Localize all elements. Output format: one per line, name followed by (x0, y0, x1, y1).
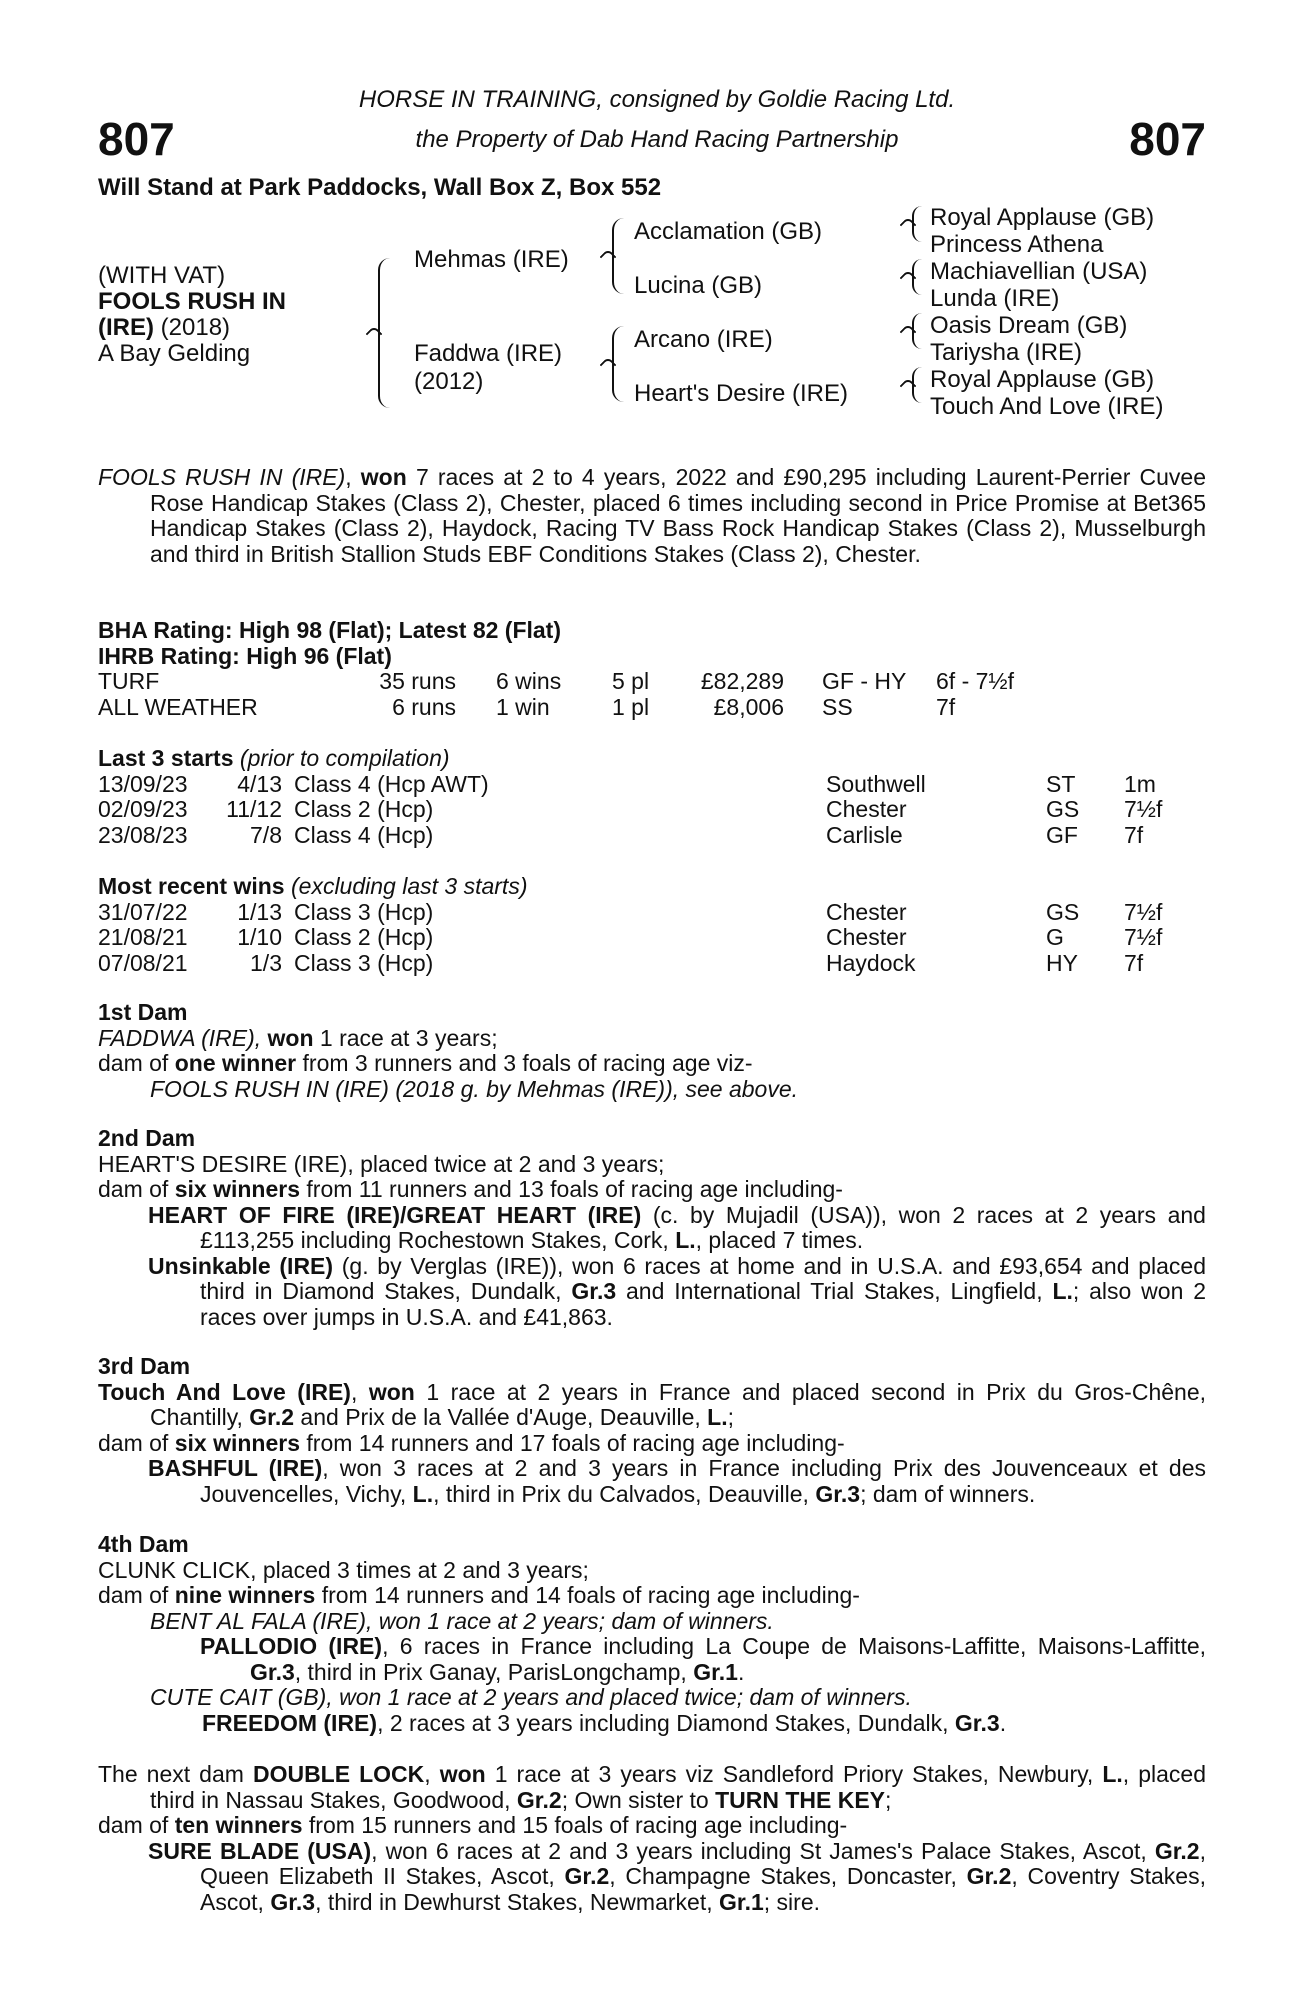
bha-rating: BHA Rating: High 98 (Flat); Latest 82 (Flat) (98, 617, 561, 643)
next-dam-progeny-text3: , Champagne Stakes, Doncaster, (609, 1863, 967, 1889)
dam2-name-line: HEART'S DESIRE (IRE), placed twice at 2 and 3 years; (98, 1150, 665, 1177)
race-class: Class 4 (Hcp) (294, 821, 434, 848)
race-course: Chester (826, 898, 907, 925)
stats-pl: 5 pl (612, 668, 650, 694)
lot-number-right: 807 (1129, 113, 1206, 165)
race-distance: 7½f (1124, 898, 1163, 925)
race-distance: 7½f (1124, 924, 1163, 950)
stats-money: £82,289 (700, 668, 784, 694)
dam1-winners: one winner (174, 1050, 297, 1076)
summary-text: 7 races at 2 to 4 years, 2022 and £90,295 including Laurent-Perrier Cuvee Rose Handicap Stakes (Class 2), Chester, placed 6 times including second in Price Promise at Bet365 Handicap Stakes (Class 2), Haydock, Racing TV Bass Rock Handicap Stakes (Class 2), Musselburgh and third in British Stallion Studs EBF Conditions Stakes (Class 2), Chester. (150, 464, 1207, 567)
stats-wins: 1 win (496, 693, 550, 720)
race-going: ST (1046, 770, 1076, 797)
race-class: Class 3 (Hcp) (294, 949, 434, 976)
horse-year: (2018) (154, 314, 231, 341)
dam4-dam-of: dam of (98, 1582, 175, 1608)
vat-note: (WITH VAT) (98, 262, 226, 289)
dam4-runners: from 14 runners and 14 foals of racing age including- (315, 1582, 860, 1608)
dam1-dam-of: dam of (98, 1050, 175, 1076)
dam3-name: Touch And Love (IRE) (98, 1378, 351, 1405)
race-position: 7/8 (250, 821, 282, 848)
third-dam (98, 1354, 1206, 1507)
table-row (98, 823, 1162, 849)
next-dam-progeny-text6: ; sire. (763, 1888, 820, 1915)
listed-badge: L. (412, 1480, 434, 1507)
pedigree-sds: Machiavellian (USA) (930, 258, 1148, 285)
race-date: 02/09/23 (98, 796, 188, 822)
race-date: 21/08/21 (98, 924, 188, 950)
pedigree-dds: Royal Applause (GB) (930, 366, 1155, 393)
race-position: 1/13 (237, 898, 282, 925)
dam4-progeny1-name: PALLODIO (IRE) (200, 1633, 383, 1659)
dam4-name-line: CLUNK CLICK, placed 3 times at 2 and 3 years; (98, 1556, 589, 1583)
race-position: 1/10 (237, 924, 282, 950)
group-badge: Gr.2 (564, 1863, 610, 1889)
dam3-dam-of: dam of (98, 1429, 175, 1456)
table-row (98, 797, 1162, 823)
next-dam (98, 1762, 1206, 1915)
dam3-progeny-name: BASHFUL (IRE) (148, 1455, 323, 1481)
dam2-progeny1-name: HEART OF FIRE (IRE)/GREAT HEART (IRE) (148, 1201, 642, 1228)
last3-note: (prior to compilation) (233, 745, 450, 771)
last3-title: Last 3 starts (98, 745, 234, 771)
race-position: 11/12 (226, 796, 282, 822)
dam2-progeny2-text2: and International Trial Stakes, Lingfield, (616, 1278, 1053, 1304)
group-badge: Gr.2 (966, 1863, 1012, 1889)
dam2-progeny2-name: Unsinkable (IRE) (148, 1252, 334, 1279)
race-course: Carlisle (826, 821, 903, 848)
most-recent-wins (98, 874, 1206, 976)
stats-wins: 6 wins (496, 668, 562, 694)
next-dam-text3: ; Own sister to (561, 1786, 716, 1813)
race-distance: 7½f (1124, 796, 1163, 822)
dam1-title: 1st Dam (98, 999, 188, 1025)
group-badge: Gr.1 (719, 1888, 764, 1915)
dam4-progeny2-text2: . (999, 1709, 1007, 1736)
wins-table (98, 900, 1162, 977)
dam4-progeny2-text: , 2 races at 3 years including Diamond Stakes, Dundalk, (377, 1709, 955, 1736)
group-badge: Gr.3 (270, 1888, 316, 1915)
pedigree-sdd: Lunda (IRE) (930, 285, 1060, 312)
stats-surface: ALL WEATHER (98, 693, 258, 720)
stats-row-turf (98, 669, 1014, 695)
dam2-title: 2nd Dam (98, 1125, 196, 1151)
race-position: 1/3 (250, 949, 282, 976)
horse-name-line2 (98, 314, 230, 342)
stats-money: £8,006 (713, 693, 784, 720)
listed-badge: L. (1052, 1278, 1073, 1304)
summary-horse-name: FOOLS RUSH IN (IRE) (98, 464, 346, 490)
next-dam-progeny-text2: , Queen Elizabeth II Stakes, Ascot, (200, 1837, 1206, 1889)
race-position: 4/13 (237, 770, 282, 797)
summary-won: won (360, 464, 407, 490)
race-date: 23/08/23 (98, 821, 188, 848)
group-badge: Gr.2 (249, 1404, 295, 1430)
race-date: 13/09/23 (98, 770, 188, 797)
dam2-progeny1-text: (c. by Mujadil (USA)), won 2 races at 2 years and £113,255 including Rochestown Stakes, Cork, (200, 1201, 1206, 1253)
race-course: Haydock (826, 949, 916, 976)
wins-note: (excluding last 3 starts) (284, 873, 528, 899)
race-course: Chester (826, 924, 907, 950)
first-dam (98, 1000, 1206, 1102)
race-distance: 7f (1124, 949, 1144, 976)
dam2-progeny2-text3: ; also won 2 races over jumps in U.S.A. and £41,863. (200, 1278, 1206, 1330)
dam2-winners: six winners (174, 1176, 300, 1202)
dam1-text: 1 race at 3 years; (313, 1024, 498, 1051)
dam4-progeny2-name: FREEDOM (IRE) (202, 1709, 378, 1736)
pedigree-sire-dam: Lucina (GB) (634, 272, 763, 299)
pedigree-brace-1 (378, 258, 390, 408)
stats-going: GF - HY (822, 668, 907, 694)
pedigree-brace-3d (912, 367, 922, 403)
pedigree-ddd: Touch And Love (IRE) (930, 393, 1164, 420)
pedigree-dss: Oasis Dream (GB) (930, 312, 1128, 339)
listed-badge: L. (707, 1404, 728, 1430)
race-class: Class 2 (Hcp) (294, 796, 434, 822)
dam3-title: 3rd Dam (98, 1353, 191, 1379)
horse-name: FOOLS RUSH IN (98, 288, 287, 315)
table-row (98, 951, 1162, 977)
next-dam-dam-of: dam of (98, 1812, 175, 1838)
race-going: GS (1046, 898, 1080, 925)
ratings-block (98, 618, 1206, 720)
pedigree-brace-2a (612, 218, 624, 294)
next-dam-progeny-name: SURE BLADE (USA) (148, 1837, 372, 1864)
next-dam-won: won (439, 1761, 486, 1787)
next-dam-sep: , (424, 1761, 440, 1787)
pedigree-sire: Mehmas (IRE) (414, 246, 569, 273)
header-property: the Property of Dab Hand Racing Partnership (415, 126, 899, 153)
dam3-won: won (368, 1378, 415, 1405)
dam2-dam-of: dam of (98, 1176, 175, 1202)
horse-country: (IRE) (98, 314, 154, 341)
dam4-daughter1: BENT AL FALA (IRE), won 1 race at 2 years; dam of winners. (150, 1607, 774, 1634)
lot-number-left: 807 (98, 113, 175, 165)
dam1-runners: from 3 runners and 3 foals of racing age viz- (296, 1050, 753, 1076)
pedigree-sss: Royal Applause (GB) (930, 204, 1155, 231)
race-class: Class 4 (Hcp AWT) (294, 770, 489, 797)
group-badge: Gr.1 (693, 1658, 738, 1685)
dam1-won: won (267, 1024, 314, 1051)
dam1-name: FADDWA (IRE), (98, 1024, 268, 1051)
dam4-progeny1-text: , 6 races in France including La Coupe de Maisons-Laffitte, Maisons-Laffitte, (382, 1633, 1207, 1659)
header-consignor: HORSE IN TRAINING, consigned by Goldie Racing Ltd. (358, 86, 956, 113)
dam2-progeny1-text2: , placed 7 times. (695, 1227, 864, 1253)
stats-row-aw (98, 695, 1014, 721)
race-going: GS (1046, 796, 1080, 822)
group-badge: Gr.3 (954, 1709, 1000, 1736)
pedigree-brace-3c (912, 313, 922, 349)
dam4-progeny1-text2: , third in Prix Ganay, ParisLongchamp, (294, 1658, 694, 1685)
next-dam-intro: The next dam (98, 1761, 253, 1787)
race-course: Chester (826, 796, 907, 822)
pedigree-brace-3b (912, 259, 922, 295)
dam3-text3: ; (727, 1404, 734, 1430)
horse-description: A Bay Gelding (98, 340, 251, 367)
race-distance: 1m (1124, 770, 1156, 797)
listed-badge: L. (675, 1227, 696, 1253)
pedigree-dam-sire: Arcano (IRE) (634, 326, 773, 353)
stats-runs: 6 runs (392, 693, 456, 720)
group-badge: Gr.3 (815, 1480, 861, 1507)
pedigree-dam: Faddwa (IRE) (414, 340, 563, 367)
group-badge: Gr.2 (516, 1786, 562, 1813)
pedigree-dam-year: (2012) (414, 368, 484, 395)
group-badge: Gr.2 (1154, 1837, 1200, 1864)
table-row (98, 925, 1162, 951)
group-badge: Gr.3 (250, 1658, 295, 1685)
pedigree-ssd: Princess Athena (930, 231, 1104, 258)
stand-location: Will Stand at Park Paddocks, Wall Box Z, Box 552 (98, 174, 662, 201)
career-stats-table (98, 669, 1014, 720)
pedigree-sire-sire: Acclamation (GB) (634, 218, 823, 245)
next-dam-text: 1 race at 3 years viz Sandleford Priory Stakes, Newbury, (485, 1761, 1103, 1787)
next-dam-text2: , placed third in Nassau Stakes, Goodwood, (150, 1761, 1206, 1813)
table-row (98, 900, 1162, 926)
race-distance: 7f (1124, 821, 1144, 848)
next-dam-progeny-text: , won 6 races at 2 and 3 years including St James's Palace Stakes, Ascot, (371, 1837, 1155, 1864)
second-dam (98, 1126, 1206, 1330)
pedigree-dam-dam: Heart's Desire (IRE) (634, 380, 848, 407)
stats-pl: 1 pl (612, 693, 650, 720)
wins-title: Most recent wins (98, 873, 285, 899)
dam3-progeny-text3: ; dam of winners. (860, 1480, 1036, 1507)
race-class: Class 3 (Hcp) (294, 898, 434, 925)
next-dam-runners: from 15 runners and 15 foals of racing age including- (302, 1812, 848, 1838)
dam3-progeny-text2: , third in Prix du Calvados, Deauville, (433, 1480, 816, 1507)
pedigree-brace-2b (612, 326, 624, 402)
last3-table (98, 772, 1162, 849)
stats-going: SS (822, 693, 853, 720)
race-class: Class 2 (Hcp) (294, 924, 434, 950)
listed-badge: L. (1102, 1761, 1123, 1787)
ihrb-rating: IHRB Rating: High 96 (Flat) (98, 642, 392, 669)
stats-dist: 6f - 7½f (936, 668, 1014, 694)
table-row (98, 772, 1162, 798)
dam3-text2: and Prix de la Vallée d'Auge, Deauville, (294, 1404, 708, 1430)
last-3-starts (98, 746, 1206, 848)
dam2-progeny2-text: (g. by Verglas (IRE)), won 6 races at home and in U.S.A. and £93,654 and placed third in Diamond Stakes, Dundalk, (200, 1252, 1206, 1304)
next-dam-name: DOUBLE LOCK (252, 1761, 425, 1787)
pedigree-brace-3a (912, 206, 922, 242)
dam3-runners: from 14 runners and 17 foals of racing age including- (300, 1429, 845, 1456)
fourth-dam (98, 1532, 1206, 1736)
dam4-daughter2: CUTE CAIT (GB), won 1 race at 2 years and placed twice; dam of winners. (150, 1684, 912, 1710)
race-course: Southwell (826, 770, 926, 797)
dam3-sep: , (350, 1378, 369, 1405)
dam4-title: 4th Dam (98, 1531, 189, 1557)
next-dam-progeny-text4: , Coventry Stakes, Ascot, (200, 1863, 1206, 1915)
dam1-progeny: FOOLS RUSH IN (IRE) (2018 g. by Mehmas (IRE)), see above. (150, 1075, 799, 1102)
race-date: 07/08/21 (98, 949, 188, 976)
next-dam-progeny-text5: , third in Dewhurst Stakes, Newmarket, (315, 1888, 719, 1915)
race-going: G (1046, 924, 1064, 950)
next-dam-winners: ten winners (174, 1812, 303, 1838)
dam4-progeny1-text3: . (737, 1658, 745, 1685)
pedigree-dsd: Tariysha (IRE) (930, 339, 1083, 366)
dam3-progeny-text: , won 3 races at 2 and 3 years in France including Prix des Jouvenceaux et des Jouvencelles, Vichy, (200, 1455, 1206, 1507)
stats-surface: TURF (98, 668, 160, 694)
stats-dist: 7f (936, 693, 956, 720)
next-dam-text4: ; (885, 1786, 892, 1813)
dam2-runners: from 11 runners and 13 foals of racing age including- (300, 1176, 843, 1202)
stats-runs: 35 runs (379, 668, 456, 694)
race-date: 31/07/22 (98, 898, 188, 925)
dam4-winners: nine winners (174, 1582, 316, 1608)
dam3-winners: six winners (174, 1429, 300, 1456)
race-going: HY (1046, 949, 1078, 976)
race-summary: FOOLS RUSH IN (IRE), won 7 races at 2 to 4 years, 2022 and £90,295 including Laurent-Perrier Cuvee Rose Handicap Stakes (Class 2), Chester, placed 6 times including second in Price Promise at Bet365 Handicap Stakes (Class 2), Haydock, Racing TV Bass Rock Handicap Stakes (Class 2), Musselburgh and third in British Stallion Studs EBF Conditions Stakes (Class 2), Chester. (98, 464, 1207, 567)
dam3-text: 1 race at 2 years in France and placed second in Prix du Gros-Chêne, Chantilly, (150, 1378, 1207, 1430)
next-dam-sister: TURN THE KEY (715, 1786, 886, 1813)
group-badge: Gr.3 (571, 1278, 617, 1304)
race-going: GF (1046, 821, 1078, 848)
